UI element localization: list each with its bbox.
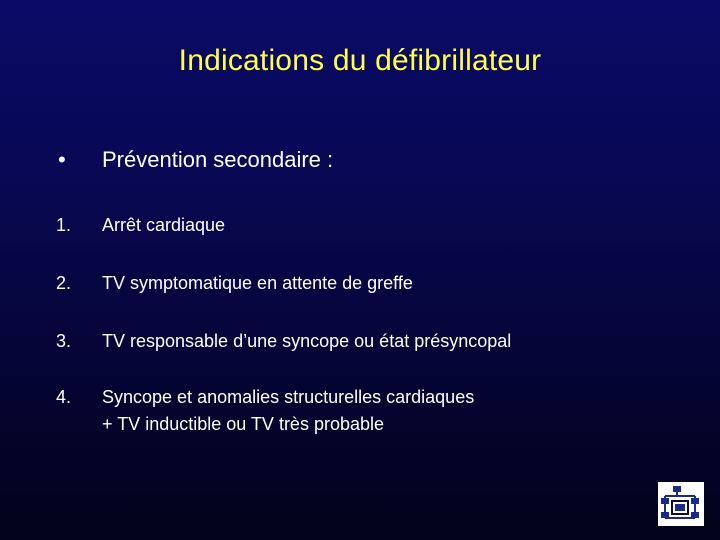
section-heading-text: Prévention secondaire : — [102, 147, 334, 172]
bullet-marker: • — [58, 147, 66, 172]
list-item-text-line: Syncope et anomalies structurelles cardiaques — [102, 387, 475, 407]
list-item-number: 1. — [56, 215, 72, 235]
list-item-text: TV responsable d’une syncope ou état présyncopal — [102, 331, 512, 351]
list-item-number: 3. — [56, 331, 72, 351]
list-item-text — [102, 384, 474, 438]
list-item-number: 2. — [56, 273, 72, 293]
list-item-text-line: + TV inductible ou TV très probable — [102, 414, 385, 434]
sitemap-navigation-icon[interactable] — [658, 482, 704, 526]
list-item-text: TV symptomatique en attente de greffe — [102, 273, 413, 293]
list-item-number: 4. — [56, 387, 72, 407]
slide-title: Indications du défibrillateur — [178, 44, 542, 77]
list-item-text: Arrêt cardiaque — [102, 215, 226, 235]
